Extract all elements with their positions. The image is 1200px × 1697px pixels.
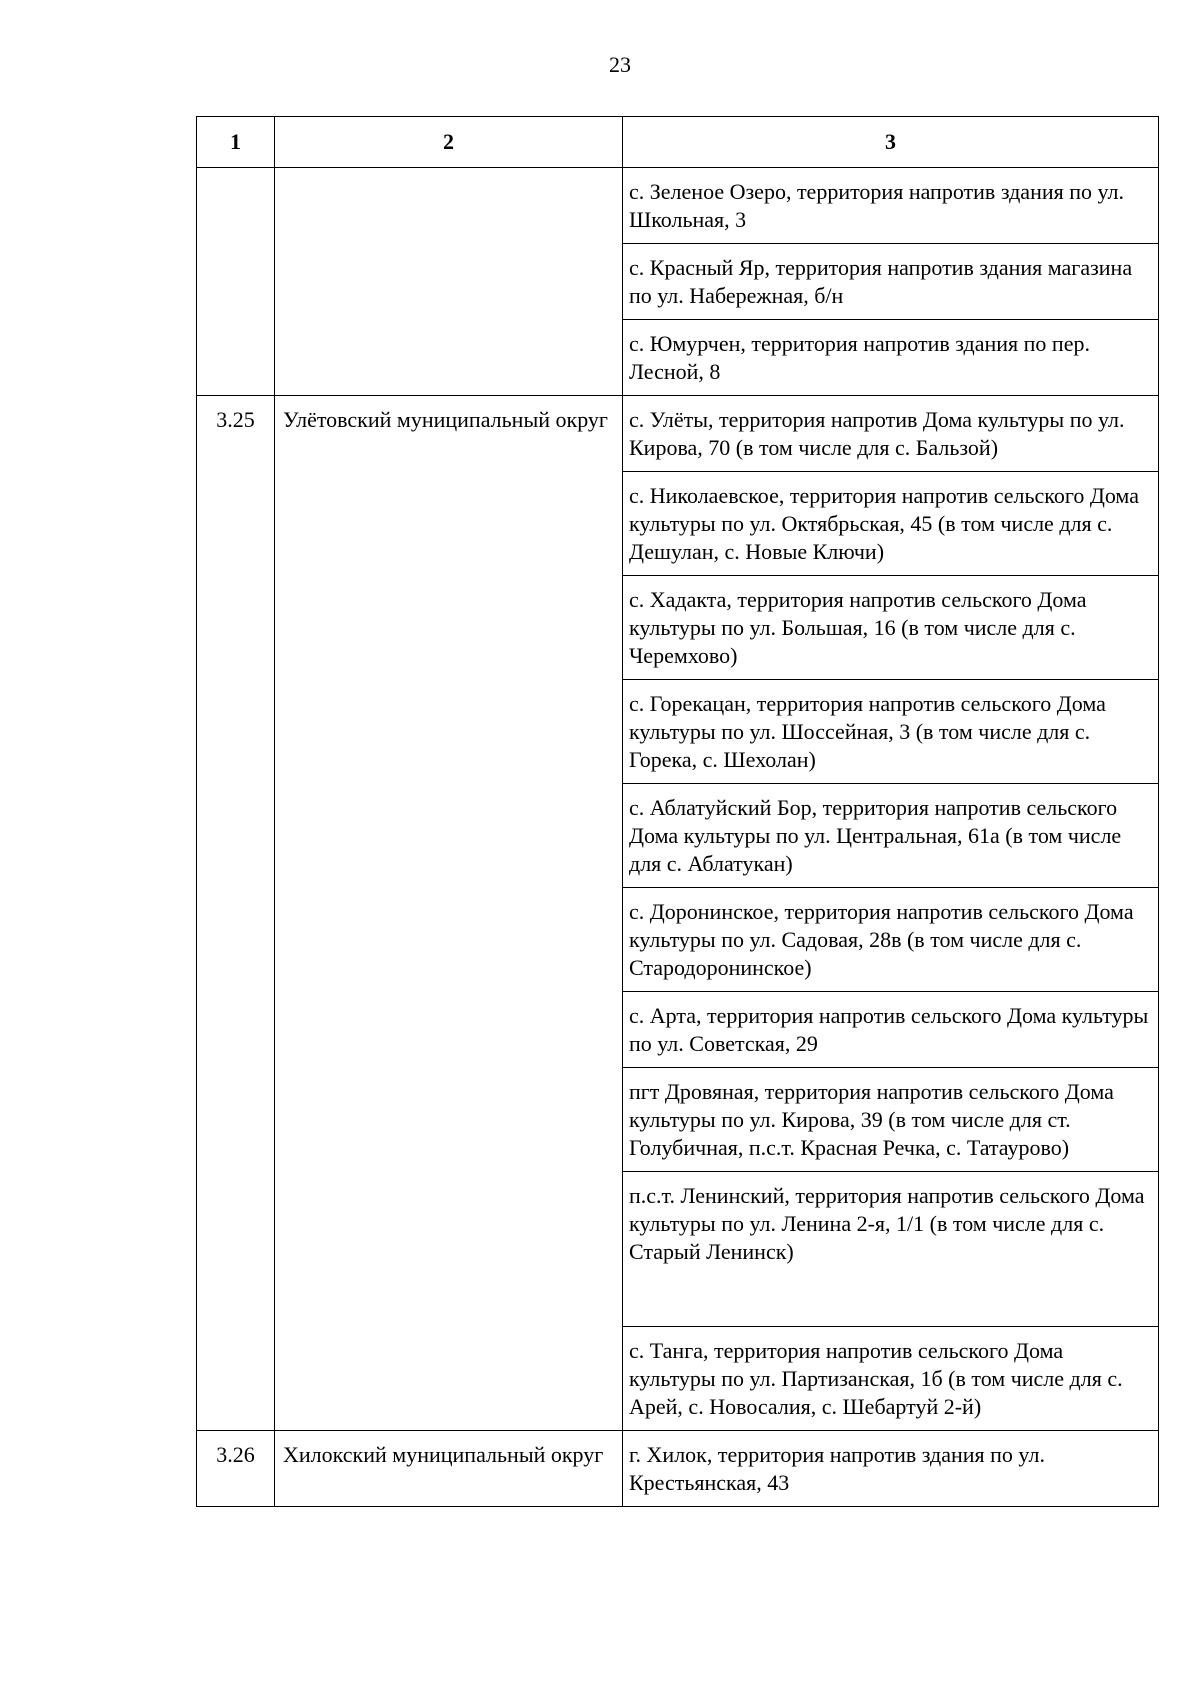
location-cell: п.с.т. Ленинский, территория напротив сельского Дома культуры по ул. Ленина 2-я, 1/1 (в том числе для с. Старый Ленинск) <box>623 1172 1159 1327</box>
district-name: Улётовский муниципальный округ <box>275 396 623 1431</box>
table-header-row <box>197 117 1159 168</box>
page-number: 23 <box>609 52 631 77</box>
location-cell: пгт Дровяная, территория напротив сельского Дома культуры по ул. Кирова, 39 (в том числе для ст. Голубичная, п.с.т. Красная Речка, с. Татаурово) <box>623 1068 1159 1172</box>
location-cell: с. Арта, территория напротив сельского Дома культуры по ул. Советская, 29 <box>623 992 1159 1068</box>
column-header-1: 1 <box>197 117 275 168</box>
location-cell: с. Танга, территория напротив сельского Дома культуры по ул. Партизанская, 1б (в том числе для с. Арей, с. Новосалия, с. Шебартуй 2-й) <box>623 1327 1159 1431</box>
location-cell: с. Аблатуйский Бор, территория напротив сельского Дома культуры по ул. Центральная, 61а (в том числе для с. Аблатукан) <box>623 784 1159 888</box>
location-cell: с. Горекацан, территория напротив сельского Дома культуры по ул. Шоссейная, 3 (в том числе для с. Горека, с. Шехолан) <box>623 680 1159 784</box>
row-number <box>197 168 275 396</box>
column-header-2: 2 <box>275 117 623 168</box>
location-cell: с. Красный Яр, территория напротив здания магазина по ул. Набережная, б/н <box>623 244 1159 320</box>
location-cell: с. Доронинское, территория напротив сельского Дома культуры по ул. Садовая, 28в (в том числе для с. Стародоронинское) <box>623 888 1159 992</box>
location-cell: с. Юмурчен, территория напротив здания по пер. Лесной, 8 <box>623 320 1159 396</box>
location-cell: г. Хилок, территория напротив здания по ул. Крестьянская, 43 <box>623 1431 1159 1507</box>
column-header-3: 3 <box>623 117 1159 168</box>
table-row <box>197 168 1159 244</box>
row-number: 3.26 <box>197 1431 275 1507</box>
table-row <box>197 1431 1159 1507</box>
row-number: 3.25 <box>197 396 275 1431</box>
table-row <box>197 396 1159 472</box>
locations-table <box>196 116 1159 1507</box>
location-cell: с. Хадакта, территория напротив сельского Дома культуры по ул. Большая, 16 (в том числе для с. Черемхово) <box>623 576 1159 680</box>
district-name <box>275 168 623 396</box>
district-name: Хилокский муниципальный округ <box>275 1431 623 1507</box>
location-cell: с. Николаевское, территория напротив сельского Дома культуры по ул. Октябрьская, 45 (в том числе для с. Дешулан, с. Новые Ключи) <box>623 472 1159 576</box>
location-cell: с. Улёты, территория напротив Дома культуры по ул. Кирова, 70 (в том числе для с. Бальзой) <box>623 396 1159 472</box>
location-cell: с. Зеленое Озеро, территория напротив здания по ул. Школьная, 3 <box>623 168 1159 244</box>
